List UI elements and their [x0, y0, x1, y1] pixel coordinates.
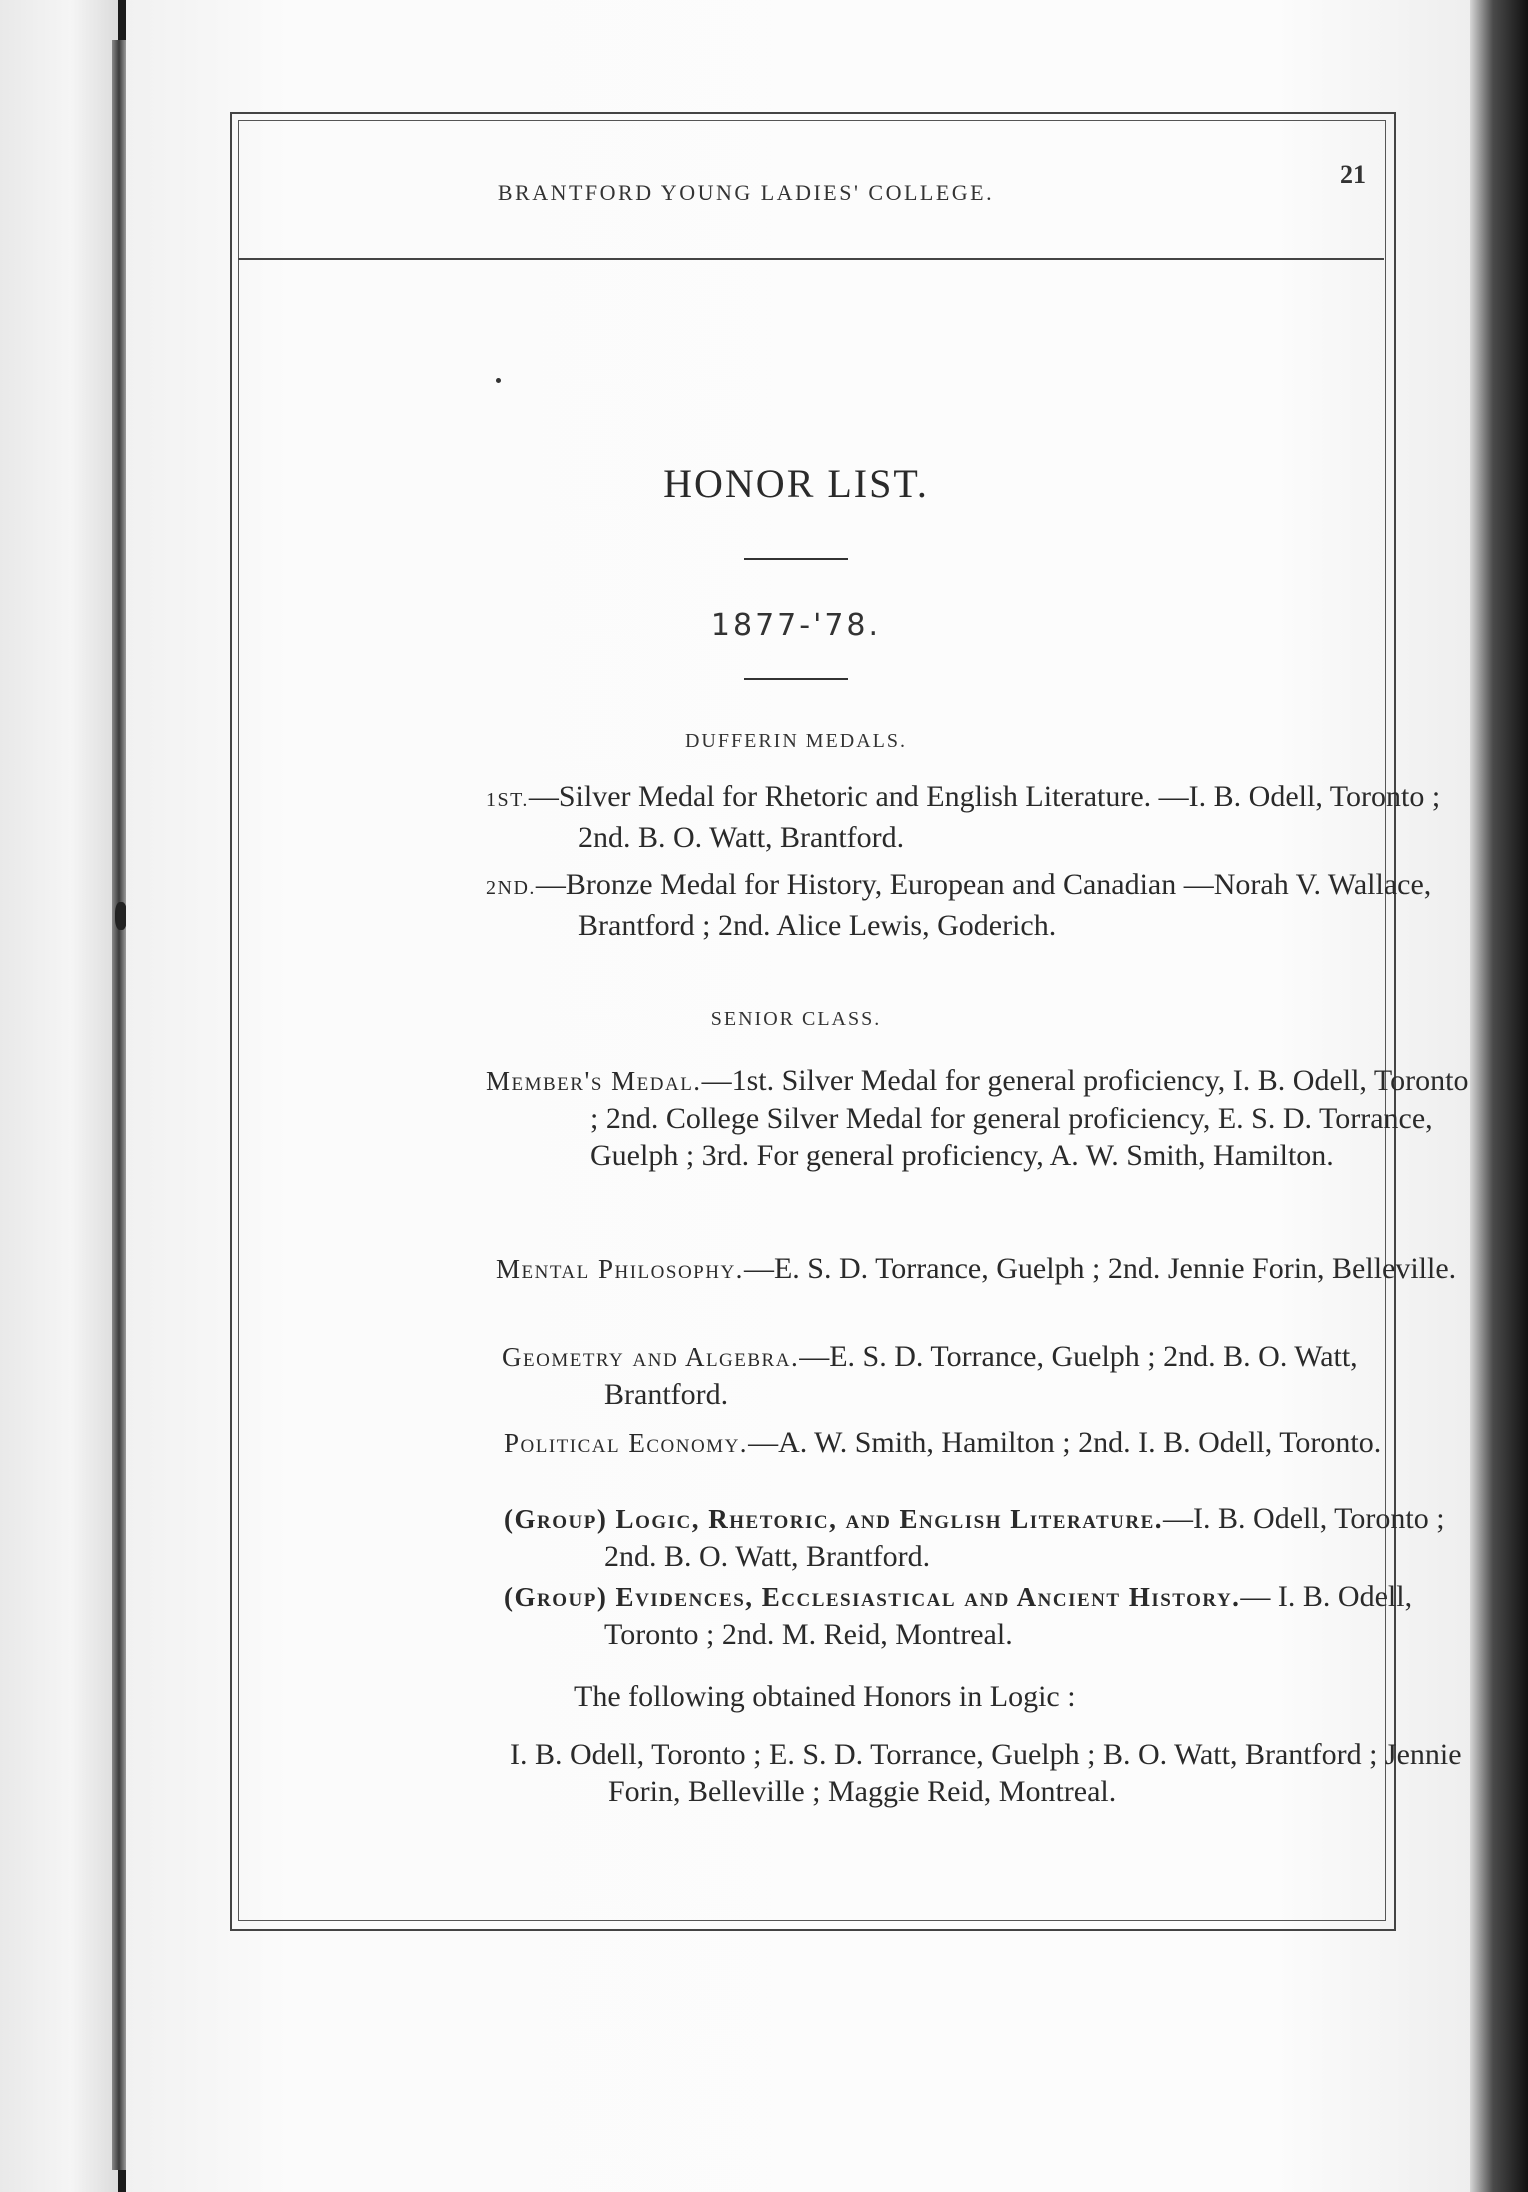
entry-text: —E. S. D. Torrance, Guelph ; 2nd. Jennie Forin, Belleville.: [743, 1252, 1457, 1285]
print-speck: [496, 378, 501, 383]
entry-text: — I. B. Odell, Toronto ; 2nd. M. Reid, Montreal.: [604, 1580, 1413, 1651]
entry-label: (Group) Logic, Rhetoric, and English Literature.: [504, 1504, 1164, 1534]
book-gutter: [112, 40, 126, 2170]
page-title: HONOR LIST.: [663, 461, 929, 506]
entry-label: Member's Medal.: [486, 1066, 702, 1096]
honor-entry: [502, 1338, 1474, 1413]
honor-entry: [504, 1578, 1474, 1653]
logic-honors-names: I. B. Odell, Toronto ; E. S. D. Torrance, Guelph ; B. O. Watt, Brantford ; Jennie Forin, Belleville ; Maggie Reid, Montreal.: [510, 1738, 1462, 1808]
entry-text: —A. W. Smith, Hamilton ; 2nd. I. B. Odell, Toronto.: [748, 1426, 1382, 1459]
honor-entry: [486, 866, 1448, 944]
header-rule: [238, 258, 1384, 260]
honor-entry: [504, 1500, 1474, 1575]
page-edge-shadow: [1470, 0, 1528, 2192]
entry-label: Geometry and Algebra.: [502, 1342, 800, 1372]
section-heading-dufferin: DUFFERIN MEDALS.: [684, 730, 908, 752]
entry-text: —I. B. Odell, Toronto ; 2nd. B. O. Watt, Brantford.: [604, 1502, 1445, 1573]
entry-label: (Group) Evidences, Ecclesiastical and Ancient History.: [504, 1582, 1241, 1612]
title-rule: [744, 558, 848, 560]
running-head: BRANTFORD YOUNG LADIES' COLLEGE.: [497, 180, 995, 205]
book-page: [126, 0, 1476, 2192]
entry-text: —1st. Silver Medal for general proficiency, I. B. Odell, Toronto ; 2nd. College Silver Medal for general proficiency, E. S. D. Torrance, Guelph ; 3rd. For general proficiency, A. W. Smith, Hamilton.: [590, 1064, 1469, 1172]
logic-honors-intro: The following obtained Honors in Logic :: [574, 1680, 1076, 1713]
honor-entry: [486, 778, 1448, 856]
honor-entry: [496, 1250, 1470, 1288]
entry-label: Political Economy.: [504, 1428, 749, 1458]
entry-text: —Silver Medal for Rhetoric and English Literature. —I. B. Odell, Toronto ; 2nd. B. O. Watt, Brantford.: [528, 780, 1441, 854]
page-number: 21: [1340, 160, 1366, 189]
honor-entry: [486, 1062, 1470, 1174]
section-heading-senior: SENIOR CLASS.: [710, 1008, 882, 1030]
entry-label: Mental Philosophy.: [496, 1254, 744, 1284]
academic-year: 1877-'78.: [710, 608, 882, 643]
entry-label: 1ST.: [486, 789, 529, 811]
entry-label: 2ND.: [486, 877, 536, 899]
entry-text: —Bronze Medal for History, European and Canadian —Norah V. Wallace, Brantford ; 2nd. Alice Lewis, Goderich.: [535, 868, 1432, 942]
facing-page-edge: [0, 0, 118, 2192]
entry-text: —E. S. D. Torrance, Guelph ; 2nd. B. O. Watt, Brantford.: [604, 1340, 1358, 1411]
honor-entry: [504, 1424, 1474, 1462]
year-rule: [744, 678, 848, 680]
